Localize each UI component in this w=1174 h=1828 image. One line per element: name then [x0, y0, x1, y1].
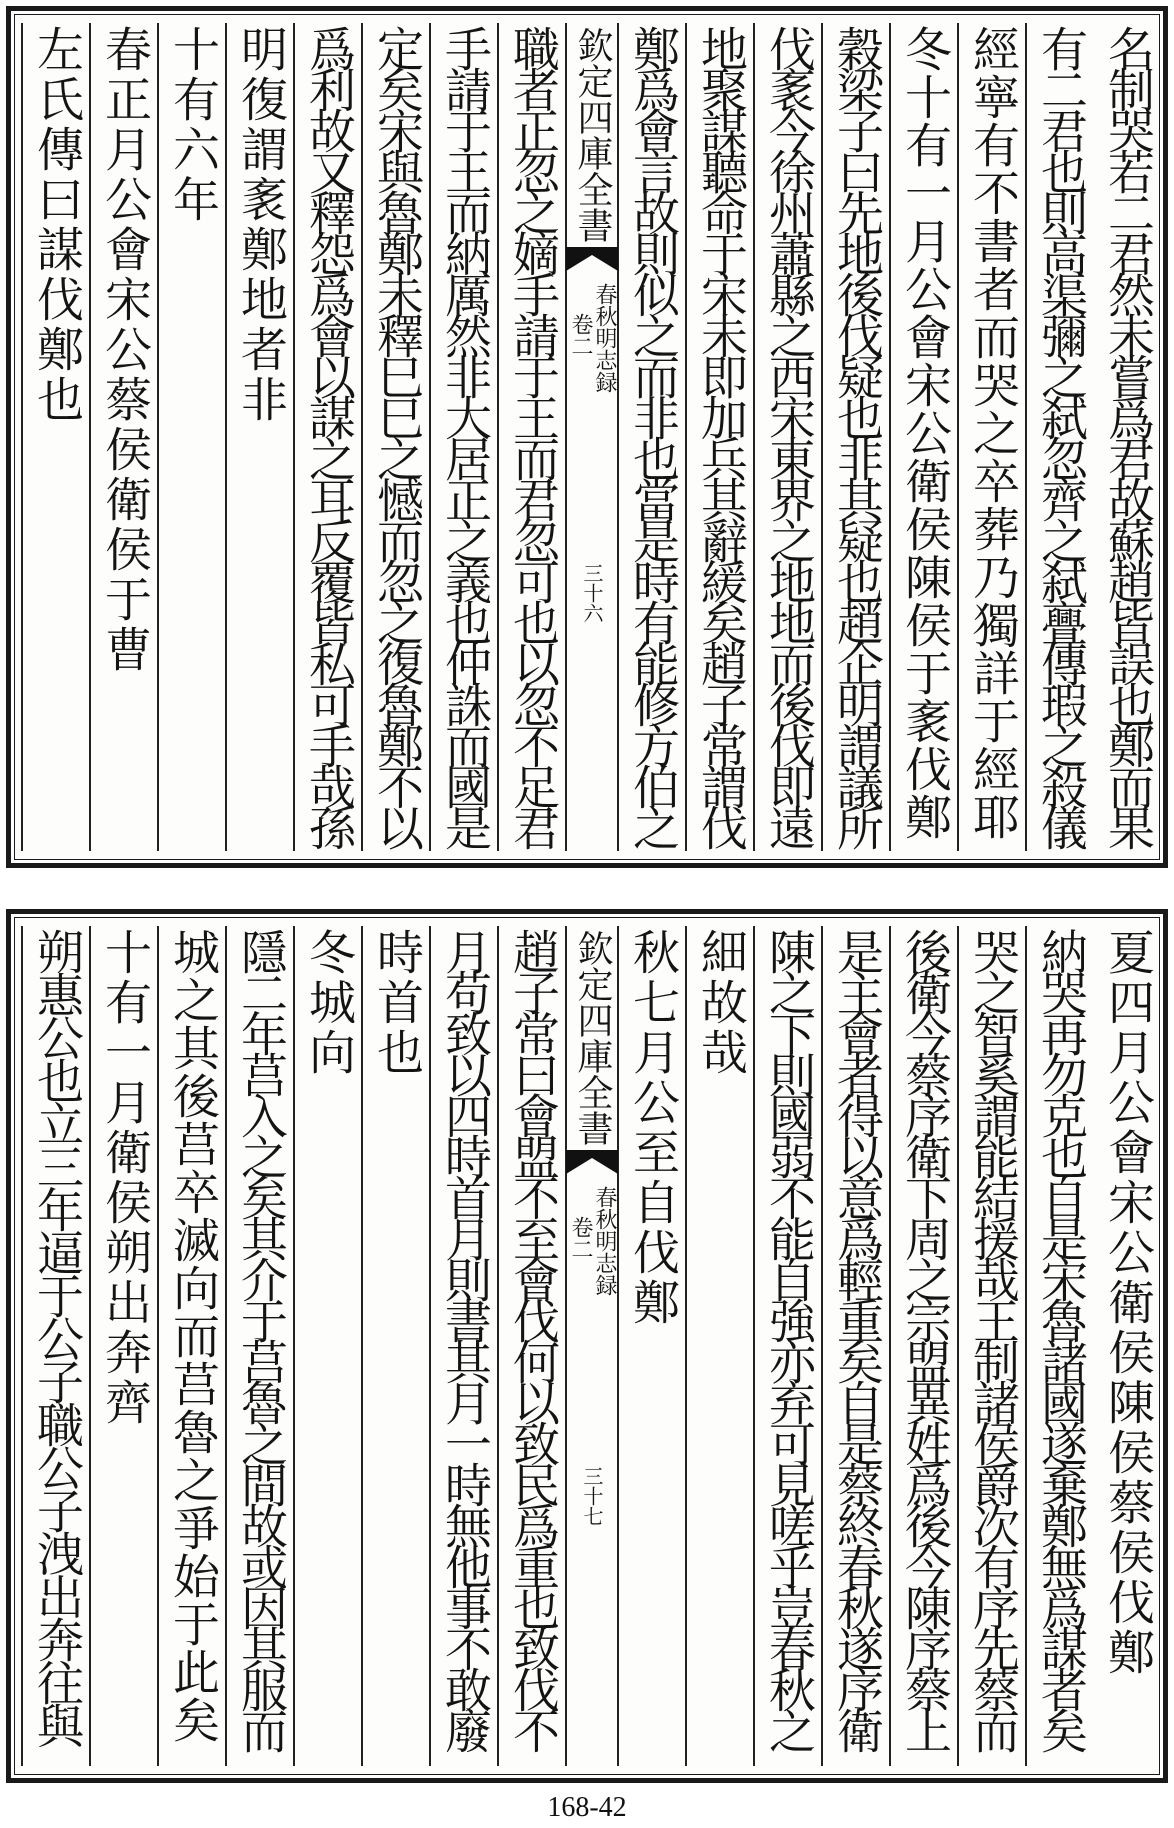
column-text: 城之其後莒卒滅向而莒魯之爭始于此矣 — [165, 928, 220, 1744]
text-column — [157, 926, 225, 1766]
fold-book-name: 春秋明志録 — [592, 1186, 617, 1296]
text-column — [361, 926, 429, 1766]
column-text: 爲利故又釋怨爲會以謀之耳反覆皆私可手哉孫 — [301, 25, 356, 845]
text-column — [1025, 23, 1093, 851]
text-column — [293, 23, 361, 851]
column-text: 名制哭若二君然未嘗爲君故蘇趙皆誤也鄭而果 — [1100, 25, 1155, 845]
text-column — [225, 23, 293, 851]
column-text: 趙子常曰會盟不至會伐何以致民爲重也致伐不 — [505, 928, 560, 1748]
column-text: 秋七月公至自伐鄭 — [625, 928, 680, 1328]
text-column — [89, 23, 157, 851]
text-column — [617, 23, 685, 851]
text-column — [617, 926, 685, 1766]
column-text: 穀梁子曰先地後伐疑也非其疑也趙企明謂議所 — [829, 25, 884, 845]
page-footer-label: 168-42 — [547, 1792, 627, 1823]
column-text: 朔惠公也立三年逼于公子職公子洩出奔往與 — [29, 928, 84, 1745]
column-text: 月苟致以四時首月則書其月一時無他事不敢廢 — [437, 928, 492, 1748]
column-text: 納哭再勿克也自是宋魯諸國遂棄鄭無爲謀者矣 — [1033, 928, 1088, 1748]
fold-book-name: 春秋明志録 — [592, 283, 617, 393]
fishtail-mark-icon — [566, 247, 618, 275]
fold-book-title — [568, 283, 616, 393]
fold-book-title — [568, 1186, 616, 1296]
text-column — [685, 926, 753, 1766]
column-text: 陳之下則國弱不能自強亦弃可見嗟乎豈春秋之 — [761, 928, 816, 1748]
column-text: 是主會者得以意爲輕重矣自是蔡終春秋遂序衛 — [829, 928, 884, 1748]
text-column — [821, 23, 889, 851]
fold-page-number: 三十七 — [580, 1466, 604, 1526]
column-text: 手請于王而納厲然非大居正之義也仲誅而國是 — [437, 25, 492, 845]
text-column — [889, 926, 957, 1766]
fold-volume: 卷二 — [568, 313, 593, 357]
text-column — [89, 926, 157, 1766]
column-text: 職者正忽之嫡手請于王而君忽可也以忽不足君 — [505, 25, 560, 845]
column-text: 冬十有一月公會宋公衛侯陳侯于袲伐鄭 — [897, 25, 952, 841]
text-column — [497, 926, 565, 1766]
center-fold — [565, 926, 617, 1766]
text-column — [1093, 926, 1161, 1766]
text-column — [957, 23, 1025, 851]
text-column — [361, 23, 429, 851]
fold-title: 欽定四庫全書 — [572, 27, 613, 243]
column-text: 十有六年 — [165, 25, 220, 225]
column-text: 隱二年莒入之矣其介于莒魯之間故或因其服而 — [233, 928, 288, 1748]
column-text: 左氏傳曰謀伐鄭也 — [29, 25, 84, 425]
text-column — [1025, 926, 1093, 1766]
text-column — [497, 23, 565, 851]
column-text: 後衛今蔡序衛下周之宗盟異姓爲後今陳序蔡上 — [897, 928, 952, 1748]
column-text: 經寧有不書者而哭之卒葬乃獨詳于經耶 — [965, 25, 1020, 841]
column-text: 時首也 — [369, 928, 424, 1078]
column-text: 有二君也則高渠彌之弑忽齊之弑亹傳瑕之殺儀 — [1033, 25, 1088, 845]
column-text: 明復謂袲鄭地者非 — [233, 25, 288, 425]
text-column — [957, 926, 1025, 1766]
text-column — [753, 926, 821, 1766]
text-column — [225, 926, 293, 1766]
column-text: 地聚謀聽命于宋未即加兵其辭緩矣趙子常謂伐 — [693, 25, 748, 845]
column-text: 定矣宋與魯鄭未釋巳巳之憾而忽之復魯鄭不以 — [369, 25, 424, 845]
fishtail-mark-icon — [566, 1150, 618, 1178]
text-column — [21, 926, 89, 1766]
column-text: 哭之智奚謂能結援哉王制諸侯爵次有序先蔡而 — [965, 928, 1020, 1748]
text-column — [429, 23, 497, 851]
column-text: 春正月公會宋公蔡侯衛侯于曹 — [97, 25, 152, 675]
column-text: 冬城向 — [301, 928, 356, 1078]
text-column — [889, 23, 957, 851]
column-text: 十有一月衛侯朔出奔齊 — [97, 928, 152, 1428]
center-fold — [565, 23, 617, 851]
text-column — [753, 23, 821, 851]
text-column — [21, 23, 89, 851]
column-text: 伐袲今徐州蕭縣之西宋東界之地地而後伐即遠 — [761, 25, 816, 845]
fold-volume: 卷二 — [568, 1216, 593, 1260]
text-column — [429, 926, 497, 1766]
fold-page-number: 三十六 — [580, 563, 604, 623]
bottom-page — [6, 909, 1168, 1783]
text-column — [1093, 23, 1161, 851]
text-column — [293, 926, 361, 1766]
text-column — [685, 23, 753, 851]
column-text: 夏四月公會宋公衛侯陳侯蔡侯伐鄭 — [1100, 928, 1155, 1678]
column-text: 細故哉 — [693, 928, 748, 1078]
column-text: 鄭爲會言故則似之而非也當是時有能修方伯之 — [625, 25, 680, 845]
text-column — [821, 926, 889, 1766]
text-column — [157, 23, 225, 851]
fold-title: 欽定四庫全書 — [572, 930, 613, 1146]
top-page — [6, 6, 1168, 868]
